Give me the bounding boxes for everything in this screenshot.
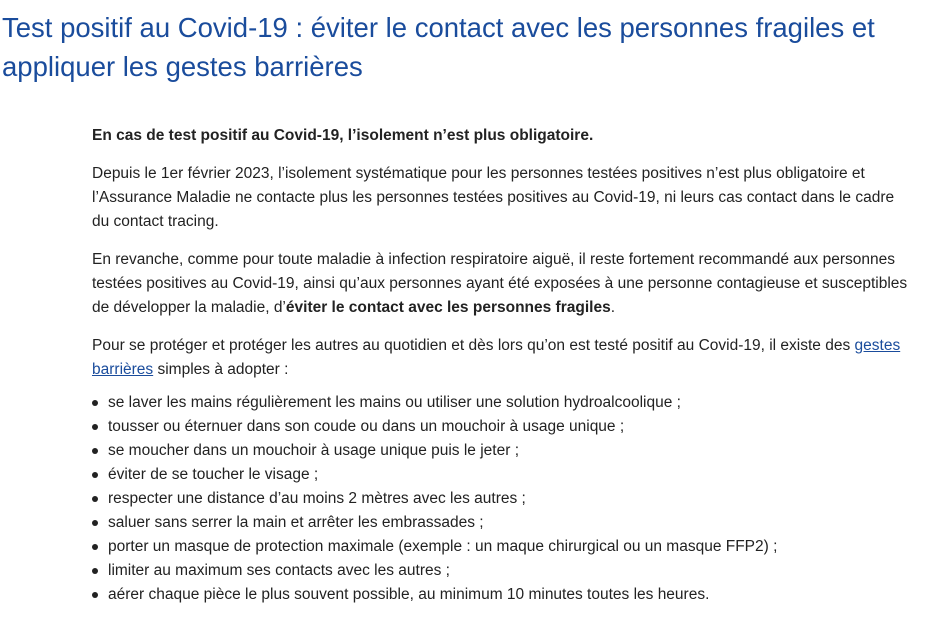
list-item bbox=[92, 583, 912, 607]
list-item-text: se laver les mains régulièrement les mains ou utiliser une solution hydroalcoolique ; bbox=[108, 394, 681, 411]
bullet-icon bbox=[92, 520, 98, 526]
list-item-text: saluer sans serrer la main et arrêter les embrassades ; bbox=[108, 514, 484, 531]
list-item-text: éviter de se toucher le visage ; bbox=[108, 466, 319, 483]
page-title: Test positif au Covid-19 : éviter le contact avec les personnes fragiles et appliquer les gestes barrières bbox=[2, 12, 875, 82]
bullet-icon bbox=[92, 400, 98, 406]
list-item bbox=[92, 511, 912, 535]
list-item-text: limiter au maximum ses contacts avec les autres ; bbox=[108, 562, 450, 579]
gestures-intro-text: Pour se protéger et protéger les autres au quotidien et dès lors qu’on est testé positif au Covid-19, il existe des bbox=[92, 337, 855, 354]
bullet-icon bbox=[92, 448, 98, 454]
list-item bbox=[92, 535, 912, 559]
gestes-barrieres-link[interactable]: gestes barrières bbox=[92, 337, 901, 378]
list-item bbox=[92, 463, 912, 487]
list-item bbox=[92, 439, 912, 463]
recommendation-emphasis: éviter le contact avec les personnes fragiles bbox=[285, 299, 611, 316]
paragraph-recommendation bbox=[92, 248, 912, 320]
list-item bbox=[92, 487, 912, 511]
list-item-text: porter un masque de protection maximale (exemple : un maque chirurgical ou un masque FFP2) ; bbox=[108, 538, 778, 555]
bullet-icon bbox=[92, 544, 98, 550]
gestures-list bbox=[92, 391, 912, 607]
bullet-icon bbox=[92, 592, 98, 598]
paragraph-isolation: Depuis le 1er février 2023, l’isolement systématique pour les personnes testées positives n’est plus obligatoire et l’Assurance Maladie ne contacte plus les personnes testées positives au Covid-19, ni leurs cas contact dans le cadre du contact tracing. bbox=[92, 165, 895, 230]
paragraph-gestures-intro bbox=[92, 334, 912, 382]
paragraph-recommendation-end: . bbox=[610, 299, 615, 316]
article-body bbox=[92, 124, 912, 607]
list-item-text: se moucher dans un mouchoir à usage unique puis le jeter ; bbox=[108, 442, 519, 459]
bullet-icon bbox=[92, 472, 98, 478]
lead-paragraph: En cas de test positif au Covid-19, l’isolement n’est plus obligatoire. bbox=[92, 127, 594, 144]
list-item-text: tousser ou éternuer dans son coude ou dans un mouchoir à usage unique ; bbox=[108, 418, 625, 435]
bullet-icon bbox=[92, 424, 98, 430]
list-item-text: aérer chaque pièce le plus souvent possible, au minimum 10 minutes toutes les heures. bbox=[108, 586, 710, 603]
bullet-icon bbox=[92, 496, 98, 502]
paragraph-recommendation-text: En revanche, comme pour toute maladie à infection respiratoire aiguë, il reste fortement recommandé aux personnes testées positives au Covid-19, ainsi qu’aux personnes ayant été exposées à une personne contagieuse et susceptibles de développer la maladie, d’ bbox=[92, 251, 908, 316]
list-item bbox=[92, 391, 912, 415]
list-item bbox=[92, 559, 912, 583]
list-item-text: respecter une distance d’au moins 2 mètres avec les autres ; bbox=[108, 490, 526, 507]
bullet-icon bbox=[92, 568, 98, 574]
list-item bbox=[92, 415, 912, 439]
gestures-intro-end: simples à adopter : bbox=[153, 361, 289, 378]
